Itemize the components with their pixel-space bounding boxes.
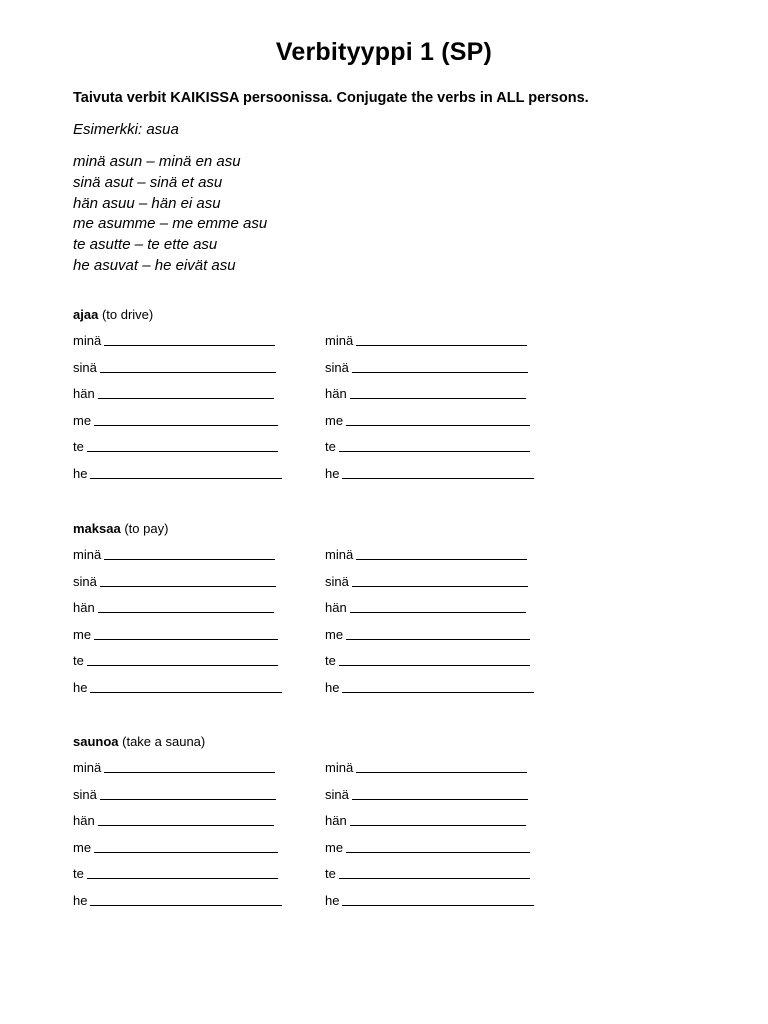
pronoun-label: me: [325, 412, 344, 428]
answer-blank-line[interactable]: [90, 466, 282, 479]
pronoun-label: te: [73, 866, 84, 882]
answer-blank-line[interactable]: [100, 360, 276, 373]
fill-in-field[interactable]: [73, 359, 276, 377]
fill-in-field[interactable]: [73, 573, 276, 591]
conjugation-row: [73, 573, 553, 600]
fill-in-field[interactable]: [73, 786, 276, 804]
pronoun-label: te: [325, 439, 336, 455]
fill-in-field[interactable]: [73, 385, 274, 403]
conjugation-row: [73, 359, 553, 386]
conjugation-rows: [73, 332, 553, 492]
fill-in-field[interactable]: [73, 412, 278, 430]
pronoun-label: me: [325, 626, 344, 642]
pronoun-label: hän: [325, 600, 347, 616]
pronoun-label: te: [73, 439, 84, 455]
answer-blank-line[interactable]: [342, 893, 534, 906]
fill-in-field[interactable]: [325, 412, 530, 430]
fill-in-field[interactable]: [73, 679, 282, 697]
fill-in-field[interactable]: [325, 626, 530, 644]
pronoun-label: te: [325, 866, 336, 882]
answer-blank-line[interactable]: [94, 413, 278, 426]
fill-in-field[interactable]: [325, 385, 526, 403]
answer-blank-line[interactable]: [104, 760, 275, 773]
answer-blank-line[interactable]: [352, 787, 528, 800]
instruction-text: Taivuta verbit KAIKISSA persoonissa. Conjugate the verbs in ALL persons.: [73, 90, 589, 106]
verb-name: ajaa: [73, 307, 99, 322]
conjugation-row: [73, 865, 553, 892]
answer-blank-line[interactable]: [352, 360, 528, 373]
fill-in-field[interactable]: [73, 599, 274, 617]
pronoun-label: minä: [73, 333, 102, 348]
answer-blank-line[interactable]: [346, 627, 530, 640]
conjugation-row: [73, 332, 553, 359]
answer-blank-line[interactable]: [94, 840, 278, 853]
answer-blank-line[interactable]: [98, 386, 274, 399]
answer-blank-line[interactable]: [87, 439, 278, 452]
answer-blank-line[interactable]: [339, 439, 530, 452]
example-line: sinä asut – sinä et asu: [73, 173, 223, 191]
answer-blank-line[interactable]: [100, 574, 276, 587]
fill-in-field[interactable]: [325, 786, 528, 804]
fill-in-field[interactable]: [73, 892, 282, 910]
example-line: me asumme – me emme asu: [73, 215, 268, 233]
pronoun-label: hän: [325, 386, 347, 402]
fill-in-field[interactable]: [73, 465, 282, 483]
answer-blank-line[interactable]: [356, 760, 527, 773]
conjugation-row: [73, 385, 553, 412]
fill-in-field[interactable]: [325, 652, 530, 670]
pronoun-label: me: [73, 626, 92, 642]
verb-heading: [73, 520, 553, 538]
verb-name: saunoa: [73, 734, 119, 749]
example-label: Esimerkki: asua: [73, 121, 179, 138]
pronoun-label: sinä: [73, 573, 97, 589]
answer-blank-line[interactable]: [98, 813, 274, 826]
answer-blank-line[interactable]: [346, 840, 530, 853]
example-line: minä asun – minä en asu: [73, 153, 241, 170]
pronoun-label: me: [73, 412, 92, 428]
conjugation-row: [73, 412, 553, 439]
pronoun-label: me: [325, 839, 344, 855]
answer-blank-line[interactable]: [342, 680, 534, 693]
fill-in-field[interactable]: [325, 573, 528, 591]
answer-blank-line[interactable]: [356, 333, 527, 346]
conjugation-row: [73, 759, 553, 786]
conjugation-rows: [73, 759, 553, 919]
fill-in-field[interactable]: [73, 546, 275, 564]
pronoun-label: he: [325, 892, 340, 908]
verb-meaning: (to drive): [101, 307, 154, 322]
conjugation-row: [73, 465, 553, 492]
pronoun-label: sinä: [73, 359, 97, 375]
pronoun-label: sinä: [325, 359, 349, 375]
example-line: te asutte – te ette asu: [73, 236, 218, 254]
example-line: he asuvat – he eivät asu: [73, 256, 236, 274]
conjugation-row: [73, 626, 553, 653]
answer-blank-line[interactable]: [90, 680, 282, 693]
conjugation-row: [73, 892, 553, 919]
fill-in-field[interactable]: [73, 812, 274, 830]
pronoun-label: te: [73, 653, 84, 669]
pronoun-label: he: [325, 465, 340, 481]
pronoun-label: te: [325, 653, 336, 669]
fill-in-field[interactable]: [325, 759, 527, 777]
conjugation-row: [73, 786, 553, 813]
pronoun-label: minä: [73, 547, 102, 562]
answer-blank-line[interactable]: [100, 787, 276, 800]
fill-in-field[interactable]: [73, 652, 278, 670]
pronoun-label: hän: [73, 600, 95, 616]
pronoun-label: me: [73, 839, 92, 855]
pronoun-label: minä: [73, 760, 102, 775]
fill-in-field[interactable]: [325, 332, 527, 350]
fill-in-field[interactable]: [73, 839, 278, 857]
fill-in-field[interactable]: [325, 359, 528, 377]
pronoun-label: hän: [73, 813, 95, 829]
fill-in-field[interactable]: [325, 546, 527, 564]
page-title: Verbityyppi 1 (SP): [275, 38, 493, 66]
fill-in-field[interactable]: [73, 332, 275, 350]
pronoun-label: sinä: [325, 573, 349, 589]
answer-blank-line[interactable]: [104, 333, 275, 346]
conjugation-row: [73, 812, 553, 839]
fill-in-field[interactable]: [325, 599, 526, 617]
fill-in-field[interactable]: [325, 465, 534, 483]
answer-blank-line[interactable]: [350, 600, 526, 613]
example-conjugation-list: [73, 152, 267, 277]
pronoun-label: minä: [325, 333, 354, 348]
fill-in-field[interactable]: [325, 812, 526, 830]
verb-meaning: (to pay): [124, 521, 169, 536]
conjugation-row: [73, 599, 553, 626]
answer-blank-line[interactable]: [87, 866, 278, 879]
answer-blank-line[interactable]: [98, 600, 274, 613]
example-line: hän asuu – hän ei asu: [73, 194, 221, 212]
fill-in-field[interactable]: [73, 626, 278, 644]
pronoun-label: minä: [325, 547, 354, 562]
pronoun-label: sinä: [325, 786, 349, 802]
answer-blank-line[interactable]: [352, 574, 528, 587]
answer-blank-line[interactable]: [339, 653, 530, 666]
answer-blank-line[interactable]: [342, 466, 534, 479]
fill-in-field[interactable]: [325, 865, 530, 883]
pronoun-label: hän: [73, 386, 95, 402]
conjugation-rows: [73, 546, 553, 706]
verb-heading: [73, 306, 553, 324]
answer-blank-line[interactable]: [350, 813, 526, 826]
pronoun-label: he: [73, 679, 88, 695]
pronoun-label: he: [73, 892, 88, 908]
answer-blank-line[interactable]: [90, 893, 282, 906]
verb-section-maksaa: [73, 520, 553, 706]
verb-section-saunoa: [73, 733, 553, 919]
answer-blank-line[interactable]: [350, 386, 526, 399]
pronoun-label: he: [73, 465, 88, 481]
conjugation-row: [73, 652, 553, 679]
answer-blank-line[interactable]: [94, 627, 278, 640]
pronoun-label: sinä: [73, 786, 97, 802]
answer-blank-line[interactable]: [104, 547, 275, 560]
fill-in-field[interactable]: [325, 839, 530, 857]
pronoun-label: hän: [325, 813, 347, 829]
conjugation-row: [73, 679, 553, 706]
fill-in-field[interactable]: [73, 759, 275, 777]
conjugation-row: [73, 438, 553, 465]
fill-in-field[interactable]: [325, 679, 534, 697]
verb-name: maksaa: [73, 521, 121, 536]
fill-in-field[interactable]: [73, 865, 278, 883]
conjugation-row: [73, 546, 553, 573]
pronoun-label: he: [325, 679, 340, 695]
verb-section-ajaa: [73, 306, 553, 492]
answer-blank-line[interactable]: [346, 413, 530, 426]
verb-meaning: (take a sauna): [122, 734, 206, 749]
conjugation-row: [73, 839, 553, 866]
fill-in-field[interactable]: [325, 892, 534, 910]
answer-blank-line[interactable]: [356, 547, 527, 560]
answer-blank-line[interactable]: [87, 653, 278, 666]
fill-in-field[interactable]: [73, 438, 278, 456]
fill-in-field[interactable]: [325, 438, 530, 456]
pronoun-label: minä: [325, 760, 354, 775]
answer-blank-line[interactable]: [339, 866, 530, 879]
verb-heading: [73, 733, 553, 751]
